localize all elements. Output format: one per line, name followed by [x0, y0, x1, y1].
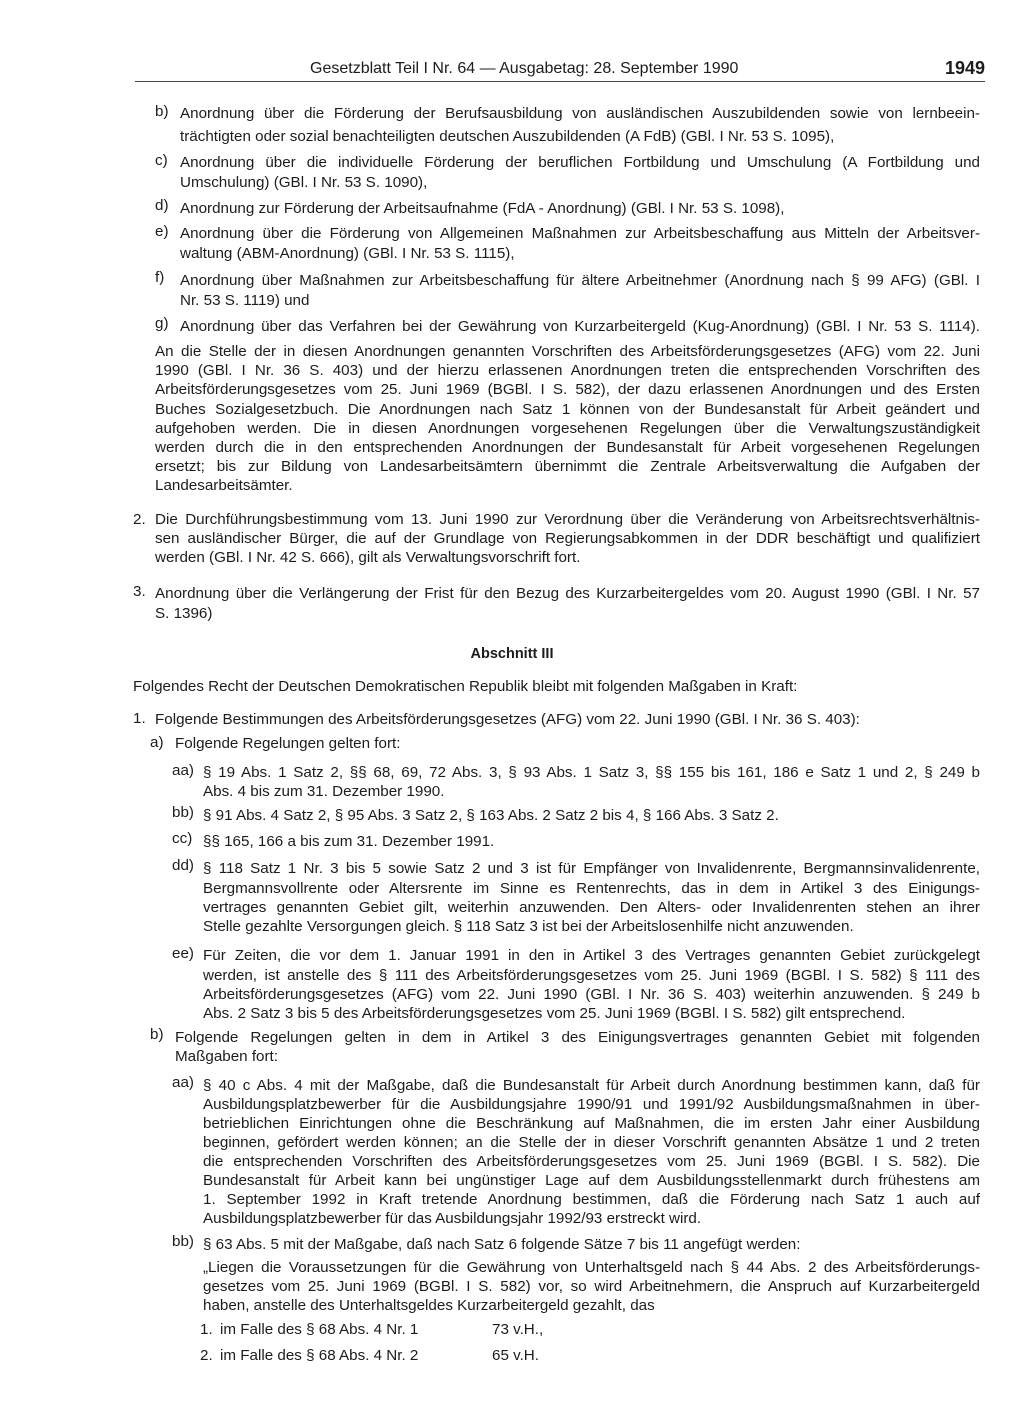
- text-line: gesetzes vom 25. Juni 1969 (BGBl. I S. 582) vor, so wird Arbeitnehmern, die Anspruch auf Kurzarbeitergeld: [203, 1278, 980, 1295]
- text-line: Anordnung über die Förderung von Allgemeinen Maßnahmen zur Arbeitsbeschaffung aus Mitteln der Arbeitsver-: [180, 225, 980, 242]
- case-amount: 73 v.H.,: [492, 1321, 544, 1338]
- text-line: Folgende Bestimmungen des Arbeitsförderungsgesetzes (AFG) vom 22. Juni 1990 (GBl. I Nr. 36 S. 403):: [155, 711, 860, 728]
- list-label: e): [155, 223, 169, 240]
- text-line: § 91 Abs. 4 Satz 2, § 95 Abs. 3 Satz 2, § 163 Abs. 2 Satz 2 bis 4, § 166 Abs. 3 Satz 2.: [203, 807, 779, 824]
- case-text: im Falle des § 68 Abs. 4 Nr. 1: [220, 1321, 419, 1338]
- text-line: Buches Sozialgesetzbuch. Die Anordnungen nach Satz 1 können von der Bundesanstalt für Arbeit geändert und: [155, 401, 980, 418]
- text-line: Umschulung) (GBl. I Nr. 53 S. 1090),: [180, 174, 428, 191]
- text-line: Arbeitsförderungsgesetzes (AFG) vom 22. Juni 1990 (GBl. I Nr. 36 S. 403) weiterhin anzuwenden. § 249 b: [203, 986, 980, 1003]
- text-line: §§ 165, 166 a bis zum 31. Dezember 1991.: [203, 833, 495, 850]
- text-line: Anordnung über das Verfahren bei der Gewährung von Kurzarbeitergeld (Kug-Anordnung) (GBl. I Nr. 53 S. 1114).: [180, 318, 980, 335]
- text-line: vertrages genannten Gebiet gilt, weiterhin anzuwenden. Den Alters- oder Invalidenrenten stehen an ihrer: [203, 899, 980, 916]
- text-line: Für Zeiten, die vor dem 1. Januar 1991 in den in Artikel 3 des Vertrages genannten Gebiet zurückgelegt: [203, 947, 980, 964]
- text-line: ersetzt; bis zur Bildung von Landesarbeitsämtern übernimmt die Zentrale Arbeitsverwaltung die Aufgaben der: [155, 458, 980, 475]
- text-line: werden, ist anstelle des § 111 des Arbeitsförderungsgesetzes vom 25. Juni 1969 (BGBl. I S. 582) § 111 des: [203, 967, 980, 984]
- text-line: § 118 Satz 1 Nr. 3 bis 5 sowie Satz 2 und 3 ist für Empfänger von Invalidenrente, Bergmannsinvalidenrente,: [203, 860, 980, 877]
- list-label: b): [150, 1026, 164, 1043]
- text-line: Abs. 2 Satz 3 bis 5 des Arbeitsförderungsgesetzes vom 25. Juni 1969 (BGBl. I S. 582) gilt entsprechend.: [203, 1005, 906, 1022]
- text-line: Anordnung zur Förderung der Arbeitsaufnahme (FdA - Anordnung) (GBl. I Nr. 53 S. 1098),: [180, 200, 785, 217]
- list-label: aa): [172, 762, 194, 779]
- text-line: Maßgaben fort:: [175, 1048, 278, 1065]
- list-label: cc): [172, 830, 193, 847]
- text-line: Anordnung über die individuelle Förderung der beruflichen Fortbildung und Umschulung (A Fortbildung und: [180, 154, 980, 171]
- text-line: sen ausländischer Bürger, die auf der Grundlage von Regierungsabkommen in der DDR beschäftigt und qualifiziert: [155, 530, 980, 547]
- list-label: 1.: [133, 710, 146, 727]
- text-line: Ausbildungsplatzbewerber für das Ausbildungsjahr 1992/93 erstreckt wird.: [203, 1210, 702, 1227]
- list-label: 2.: [200, 1347, 213, 1364]
- text-line: 1990 (GBl. I Nr. 36 S. 403) und der hierzu erlassenen Anordnungen treten die entsprechenden Vorschriften des: [155, 362, 980, 379]
- text-line: beginnen, gefördert werden können; an die Stelle der in dieser Vorschrift genannten Absätze 1 und 2 treten: [203, 1134, 980, 1151]
- list-label: ee): [172, 945, 194, 962]
- text-line: § 40 c Abs. 4 mit der Maßgabe, daß die Bundesanstalt für Arbeit durch Anordnung bestimmen kann, daß für: [203, 1077, 980, 1094]
- text-line: Bergmannsvollrente oder Altersrente im Sinne es Rentenrechts, das in dem in Artikel 3 des Einigungs-: [203, 880, 980, 897]
- text-line: Folgende Regelungen gelten in dem in Artikel 3 des Einigungsvertrages genannten Gebiet mit folgenden: [175, 1029, 980, 1046]
- text-line: § 19 Abs. 1 Satz 2, §§ 68, 69, 72 Abs. 3, § 93 Abs. 1 Satz 3, §§ 155 bis 161, 186 e Satz 1 und 2, § 249 b: [203, 764, 980, 781]
- text-line: betrieblichen Einrichtungen ohne die Beschränkung auf Maßnahmen, die im ersten Jahr einer Ausbildung: [203, 1115, 980, 1132]
- text-line: haben, anstelle des Unterhaltsgeldes Kurzarbeitergeld gezahlt, das: [203, 1297, 655, 1314]
- text-line: aufgehoben werden. Die in diesen Anordnungen vorgesehenen Regelungen über die Verwaltungszuständigkeit: [155, 420, 980, 437]
- text-line: An die Stelle der in diesen Anordnungen genannten Vorschriften des Arbeitsförderungsgesetzes (AFG) vom 22. Juni: [155, 343, 980, 360]
- list-label: dd): [172, 857, 194, 874]
- case-text: im Falle des § 68 Abs. 4 Nr. 2: [220, 1347, 419, 1364]
- text-line: Anordnung über die Förderung der Berufsausbildung von ausländischen Auszubildenden sowie von lernbeein-: [180, 105, 980, 122]
- text-line: „Liegen die Voraussetzungen für die Gewährung von Unterhaltsgeld nach § 44 Abs. 2 des Arbeitsförderungs-: [203, 1259, 980, 1276]
- text-line: 1. September 1992 in Kraft tretende Anordnung bestimmen, daß die Förderung nach Satz 1 auch auf: [203, 1191, 980, 1208]
- text-line: Arbeitsförderungsgesetzes vom 25. Juni 1969 (BGBl. I S. 582), der dazu erlassenen Anordnungen und des Ersten: [155, 381, 980, 398]
- text-line: Anordnung über Maßnahmen zur Arbeitsbeschaffung für ältere Arbeitnehmer (Anordnung nach § 99 AFG) (GBl. I: [180, 272, 980, 289]
- text-line: die entsprechenden Vorschriften des Arbeitsförderungsgesetzes vom 25. Juni 1969 (BGBl. I S. 582). Die: [203, 1153, 980, 1170]
- list-label: 3.: [133, 583, 146, 600]
- text-line: trächtigten oder sozial benachteiligten deutschen Auszubildenden (A FdB) (GBl. I Nr. 53 S. 1095),: [180, 128, 835, 145]
- text-line: werden durch die in den entsprechenden Anordnungen der Bundesanstalt für Arbeit vorgesehenen Regelungen: [155, 439, 980, 456]
- text-line: Bundesanstalt für Arbeit kann bei ungünstiger Lage auf dem Ausbildungsstellenmarkt durch frühestens am: [203, 1172, 980, 1189]
- header-title: Gesetzblatt Teil I Nr. 64 — Ausgabetag: 28. September 1990: [310, 60, 739, 77]
- text-line: Folgende Regelungen gelten fort:: [175, 735, 401, 752]
- list-label: f): [155, 269, 165, 286]
- text-line: Nr. 53 S. 1119) und: [180, 292, 310, 309]
- section-intro: Folgendes Recht der Deutschen Demokratischen Republik bleibt mit folgenden Maßgaben in Kraft:: [133, 678, 798, 695]
- text-line: Landesarbeitsämter.: [155, 477, 293, 494]
- page-header: [135, 58, 985, 84]
- list-label: a): [150, 734, 164, 751]
- text-line: § 63 Abs. 5 mit der Maßgabe, daß nach Satz 6 folgende Sätze 7 bis 11 angefügt werden:: [203, 1236, 801, 1253]
- list-label: aa): [172, 1074, 194, 1091]
- header-rule: [135, 81, 985, 82]
- list-label: d): [155, 197, 169, 214]
- section-heading: Abschnitt III: [470, 646, 554, 662]
- text-line: Stelle gezahlte Versorgungen gleich. § 118 Satz 3 ist bei der Arbeitslosenhilfe nicht anzuwenden.: [203, 918, 854, 935]
- list-label: 2.: [133, 511, 146, 528]
- list-label: bb): [172, 804, 194, 821]
- list-label: g): [155, 315, 169, 332]
- text-line: Ausbildungsplatzbewerber für die Ausbildungsjahre 1990/91 und 1991/92 Ausbildungsmaßnahmen in über-: [203, 1096, 980, 1113]
- list-label: bb): [172, 1233, 194, 1250]
- text-line: Anordnung über die Verlängerung der Frist für den Bezug des Kurzarbeitergeldes vom 20. August 1990 (GBl. I Nr. 57: [155, 585, 980, 602]
- text-line: Die Durchführungsbestimmung vom 13. Juni 1990 zur Verordnung über die Veränderung von Arbeitsrechtsverhältnis-: [155, 511, 980, 528]
- page-number: 1949: [944, 58, 985, 78]
- list-label: b): [155, 103, 169, 120]
- text-line: waltung (ABM-Anordnung) (GBl. I Nr. 53 S. 1115),: [180, 245, 515, 262]
- case-amount: 65 v.H.: [492, 1347, 539, 1364]
- text-line: werden (GBl. I Nr. 42 S. 666), gilt als Verwaltungsvorschrift fort.: [155, 549, 581, 566]
- list-label: 1.: [200, 1321, 213, 1338]
- text-line: S. 1396): [155, 605, 213, 622]
- text-line: Abs. 4 bis zum 31. Dezember 1990.: [203, 783, 445, 800]
- list-label: c): [155, 152, 168, 169]
